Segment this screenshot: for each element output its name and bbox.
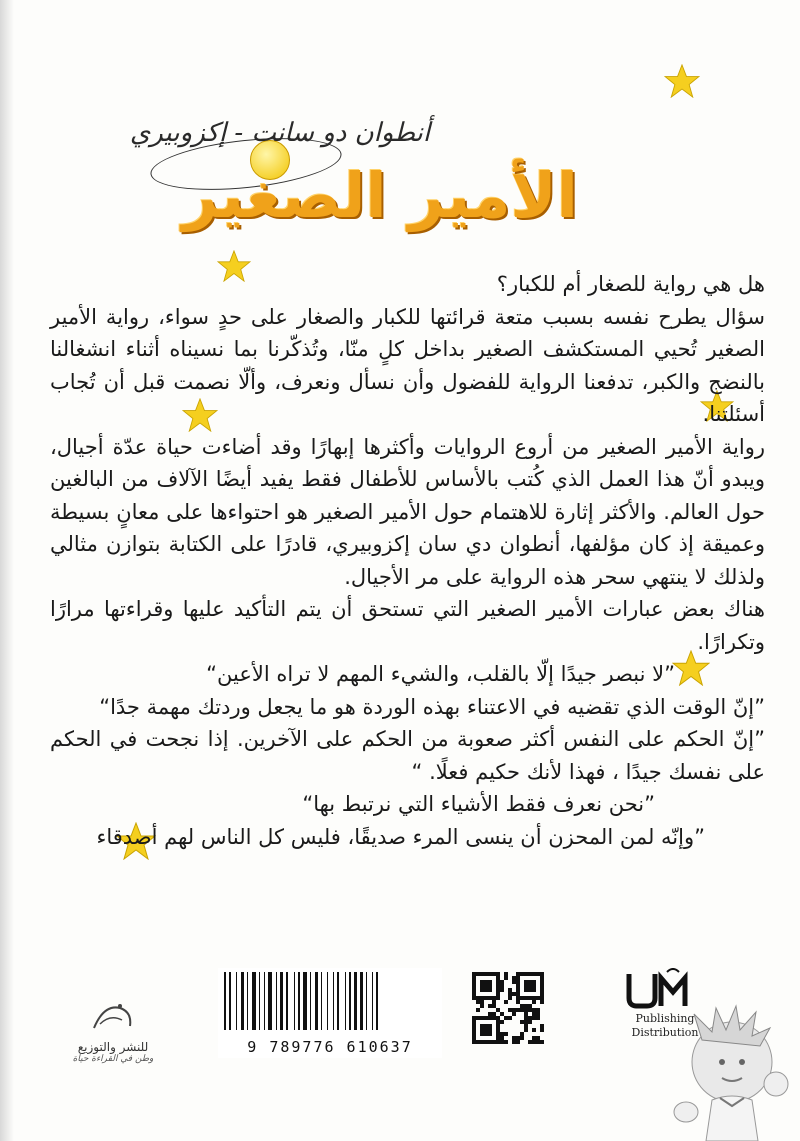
qr-module — [512, 1012, 516, 1016]
qr-module — [528, 1020, 532, 1024]
barcode-bar — [276, 972, 277, 1030]
publisher-logo — [90, 1000, 136, 1034]
barcode-bar — [327, 972, 328, 1030]
barcode-bar — [349, 972, 351, 1030]
barcode-bar — [315, 972, 317, 1030]
barcode-bar — [224, 972, 226, 1030]
paragraph: هناك بعض عبارات الأمير الصغير التي تستحق أن يتم التأكيد عليها وقراءتها مرارًا وتكرارًا. — [50, 597, 765, 654]
barcode-bar — [345, 972, 346, 1030]
author-signature: أنطوان دو سانت - إكزوبيري — [129, 118, 431, 148]
paragraph: رواية الأمير الصغير من أروع الروايات وأكثرها إبهارًا وقد أضاءت حياة عدّة أجيال، ويبدو أنّ هذا العمل الذي كُتب بالأساس للأطفال فقط يفيد أيضًا الآلاف من البالغين حول العالم. والأكثر إثارة للاهتمام حول الأمير الصغير هو احتواءها على معانٍ بسيطة وعميقة إذ كان مؤلفها، أنطوان دي سان إكزوبيري، قادرًا على الكتابة بتوازن مثالي ولذلك لا ينتهي سحر هذه الرواية على مر الأجيال. — [50, 434, 765, 589]
qr-module — [540, 1028, 544, 1032]
qr-module — [496, 996, 500, 1000]
qr-module — [508, 996, 512, 1000]
quote: ”نحن نعرف فقط الأشياء التي نرتبط بها“ — [302, 792, 655, 816]
barcode-bar — [268, 972, 272, 1030]
barcode-bar — [229, 972, 230, 1030]
barcode-bar — [247, 972, 248, 1030]
barcode-bar — [372, 972, 373, 1030]
quote: ”إنّ الوقت الذي تقضيه في الاعتناء بهذه الوردة هو ما يجعل وردتك مهمة جدًا“ — [99, 694, 765, 719]
book-title: الأمير الصغير — [182, 159, 578, 232]
isbn-number: 9 789776 610637 — [247, 1038, 413, 1056]
barcode-bar — [321, 972, 322, 1030]
barcode-bar — [259, 972, 260, 1030]
barcode-bar — [264, 972, 265, 1030]
qr-module — [480, 1004, 484, 1008]
quote: ”لا نبصر جيدًا إلّا بالقلب، والشيء المهم لا تراه الأعين“ — [206, 662, 675, 686]
star-icon — [664, 64, 700, 98]
barcode — [218, 968, 442, 1058]
qr-module — [516, 1040, 520, 1044]
qr-module — [536, 1016, 540, 1020]
little-prince-figure — [672, 1000, 790, 1141]
barcode-bar — [236, 972, 237, 1030]
barcode-bar — [310, 972, 311, 1030]
qr-module — [504, 976, 508, 980]
qr-module — [504, 1032, 508, 1036]
qr-code — [472, 972, 544, 1044]
qr-module — [524, 1028, 528, 1032]
barcode-bar — [303, 972, 307, 1030]
barcode-bar — [286, 972, 288, 1030]
intro-question: هل هي رواية للصغار أم للكبار؟ — [496, 272, 765, 296]
qr-module — [532, 1000, 536, 1004]
barcode-bar — [252, 972, 256, 1030]
barcode-bar — [337, 972, 339, 1030]
qr-module — [520, 1036, 524, 1040]
qr-module — [504, 1000, 508, 1004]
barcode-bar — [366, 972, 367, 1030]
publisher-slogan: وطن في القراءة حياة — [72, 1054, 154, 1064]
page-edge — [0, 0, 14, 1141]
barcode-bar — [241, 972, 243, 1030]
barcode-bars — [224, 972, 436, 1030]
barcode-bar — [298, 972, 300, 1030]
qr-module — [500, 1020, 504, 1024]
qr-module — [532, 1028, 536, 1032]
barcode-bar — [376, 972, 378, 1030]
qr-module — [532, 988, 536, 992]
qr-module — [476, 1008, 480, 1012]
qr-module — [508, 1016, 512, 1020]
quote: ”إنّ الحكم على النفس أكثر صعوبة من الحكم على الآخرين. إذا نجحت في الحكم على نفسك جيدًا ، فهذا لأنك حكيم فعلًا. “ — [50, 727, 765, 784]
qr-module — [500, 988, 504, 992]
barcode-bar — [360, 972, 364, 1030]
barcode-bar — [354, 972, 356, 1030]
barcode-bar — [333, 972, 334, 1030]
barcode-bar — [294, 972, 295, 1030]
publisher-line: Distribution — [631, 1026, 699, 1039]
quote: ”وإنّه لمن المحزن أن ينسى المرء صديقًا، فليس كل الناس لهم أصدقاء — [96, 824, 705, 849]
blurb — [50, 268, 765, 853]
qr-module — [504, 1040, 508, 1044]
barcode-bar — [280, 972, 282, 1030]
qr-module — [488, 988, 492, 992]
publisher-line: Publishing — [635, 1012, 695, 1025]
paragraph: سؤال يطرح نفسه بسبب متعة قرائتها للكبار والصغار على حدٍ سواء، رواية الأمير الصغير تُحيي المستكشف الصغير بداخل كلٍ منّا، وتُذكّرنا بما نسيناه أثناء انشغالنا بالنضج والكبر، تدفعنا الرواية للفضول وأن نسأل ونعرف، وألّا نصمت قبل أن تُجاب أسئلتنا. — [50, 304, 765, 426]
publisher-logo-left — [58, 1000, 168, 1064]
qr-module — [540, 1000, 544, 1004]
publisher-name: للنشر والتوزيع — [77, 1040, 149, 1054]
qr-module — [488, 1032, 492, 1036]
qr-module — [540, 1040, 544, 1044]
